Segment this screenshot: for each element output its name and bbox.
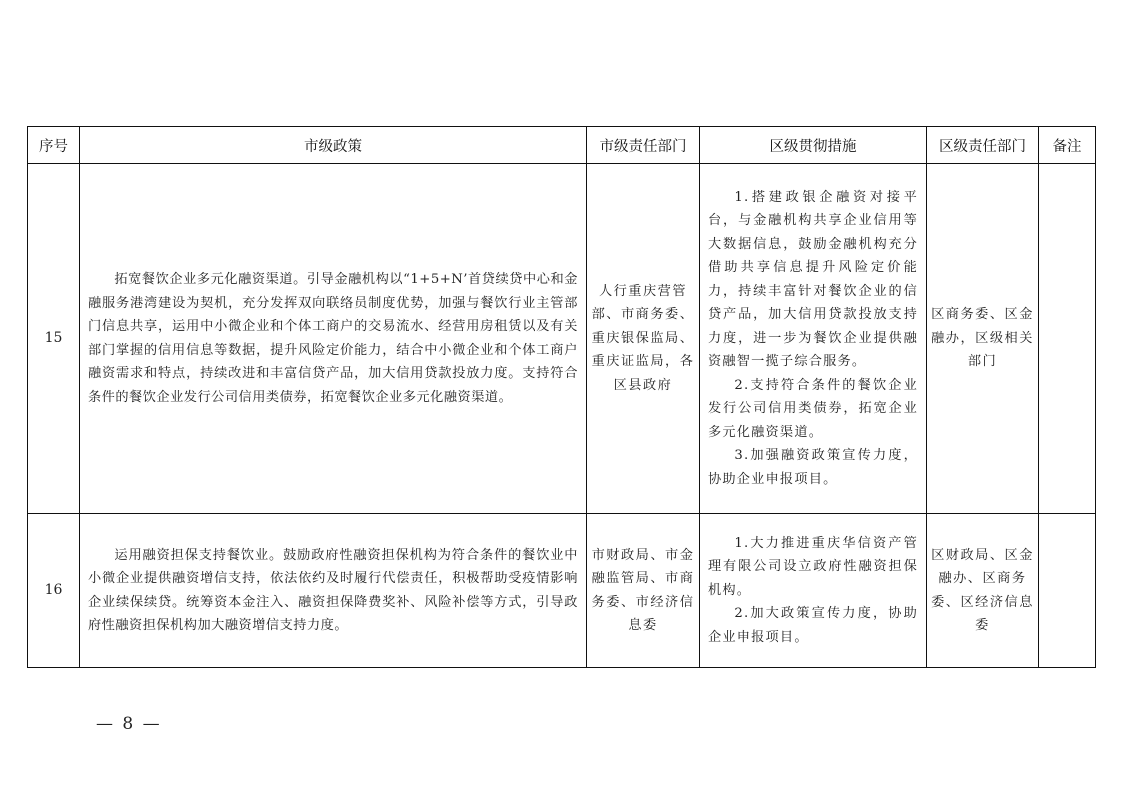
measure-item: 1.搭建政银企融资对接平台，与金融机构共享企业信用等大数据信息，鼓励金融机构充分借助共享信息提升风险定价能力，持续丰富针对餐饮企业的信贷产品，加大信用贷款投放支持力度，进一步为餐饮企业提供融资融智一揽子综合服务。 (708, 189, 918, 370)
table-row (28, 514, 1096, 668)
measure-item: 1.大力推进重庆华信资产管理有限公司设立政府性融资担保机构。 (708, 535, 918, 598)
city-policy-text: 运用融资担保支持餐饮业。鼓励政府性融资担保机构为符合条件的餐饮业中小微企业提供融资增信支持，依法依约及时履行代偿责任，积极帮助受疫情影响企业续保续贷。统筹资本金注入、融资担保降费奖补、风险补偿等方式，引导政府性融资担保机构加大融资增信支持力度。 (88, 547, 578, 633)
header-city-policy: 市级政策 (80, 127, 587, 164)
table-row (28, 164, 1096, 514)
page-number: — 8 — (96, 714, 162, 734)
row-district-dept: 区商务委、区金融办，区级相关部门 (927, 164, 1039, 514)
header-district-measures: 区级贯彻措施 (700, 127, 927, 164)
city-policy-text: 拓宽餐饮企业多元化融资渠道。引导金融机构以“1+5+N’首贷续贷中心和金融服务港湾建设为契机，充分发挥双向联络员制度优势，加强与餐饮行业主管部门信息共享，运用中小微企业和个体工商户的交易流水、经营用房租赁以及有关部门掌握的信用信息等数据，提升风险定价能力，结合中小微企业和个体工商户融资需求和特点，持续改进和丰富信贷产品，加大信用贷款投放力度。支持符合条件的餐饮企业发行公司信用类债券，拓宽餐饮企业多元化融资渠道。 (88, 272, 578, 405)
row-district-measures (700, 164, 927, 514)
row-remark (1039, 514, 1096, 668)
row-district-dept: 区财政局、区金融办、区商务委、区经济信息委 (927, 514, 1039, 668)
table-header-row (28, 127, 1096, 164)
header-remark: 备注 (1039, 127, 1096, 164)
policy-table (27, 126, 1096, 668)
header-city-dept: 市级责任部门 (587, 127, 700, 164)
row-serial: 15 (28, 164, 80, 514)
row-city-policy (80, 514, 587, 668)
row-serial: 16 (28, 514, 80, 668)
measure-item: 2.支持符合条件的餐饮企业发行公司信用类债券，拓宽企业多元化融资渠道。 (708, 377, 918, 440)
row-city-policy (80, 164, 587, 514)
measure-item: 2.加大政策宣传力度，协助企业申报项目。 (708, 606, 918, 645)
row-city-dept: 人行重庆营管部、市商务委、重庆银保监局、重庆证监局，各区县政府 (587, 164, 700, 514)
row-remark (1039, 164, 1096, 514)
header-serial: 序号 (28, 127, 80, 164)
header-district-dept: 区级责任部门 (927, 127, 1039, 164)
row-city-dept: 市财政局、市金融监管局、市商务委、市经济信息委 (587, 514, 700, 668)
measure-item: 3.加强融资政策宣传力度，协助企业申报项目。 (708, 448, 918, 487)
row-district-measures (700, 514, 927, 668)
